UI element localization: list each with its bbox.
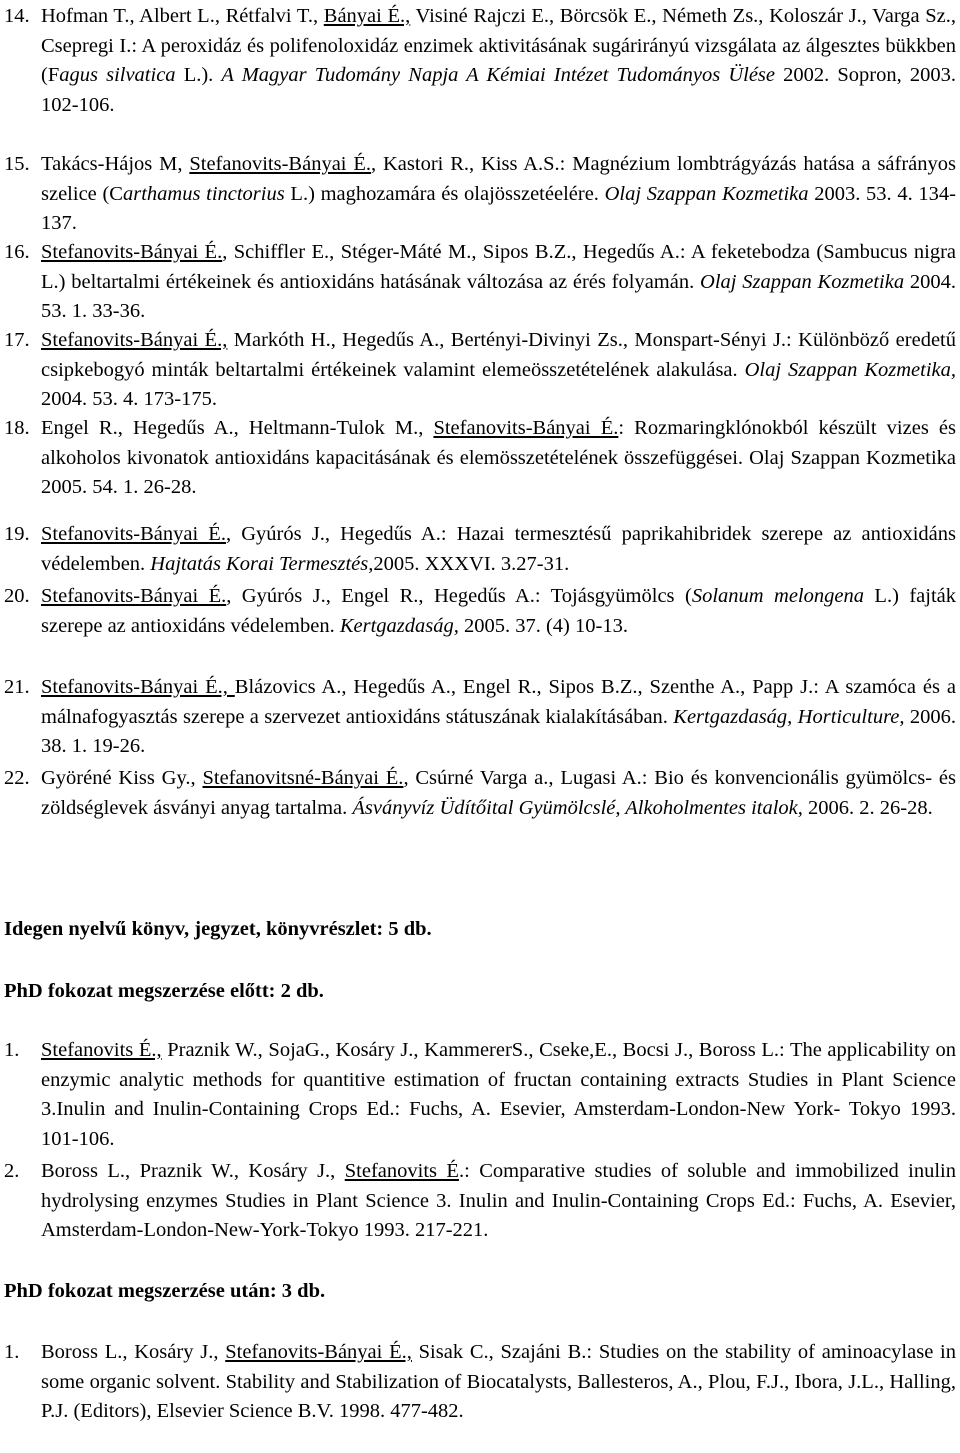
author-name-underlined: Stefanovits-Bányai É. bbox=[433, 417, 619, 439]
reference-text: , Kastori R., Kiss A.S.: Magnézium lombtrágyázás hatása a sáfrányos szelice (C bbox=[41, 153, 957, 205]
italic-text: arthamus tinctorius bbox=[122, 182, 285, 205]
reference-item bbox=[4, 673, 957, 762]
author-name-underlined: Stefanovits É bbox=[344, 1160, 459, 1182]
reference-number: 16. bbox=[4, 241, 30, 263]
reference-text: 2005. 37. (4) 10-13. bbox=[458, 614, 628, 637]
reference-number: 2. bbox=[4, 1160, 20, 1182]
reference-text: 2003. 53. 4. 134-137. bbox=[41, 182, 957, 234]
reference-text: Takács-Hájos M, bbox=[41, 153, 190, 175]
italic-text: Hajtatás Korai Termesztés, bbox=[150, 552, 374, 575]
reference-text: Boross L., Kosáry J., bbox=[41, 1341, 226, 1363]
italic-text: Kertgazdaság, bbox=[339, 614, 459, 637]
reference-item bbox=[4, 1036, 957, 1154]
reference-text: 2004. 53. 1. 33-36. bbox=[41, 270, 956, 322]
reference-text: .: Comparative studies of soluble and immobilized inulin hydrolysing enzymes Studies in Plant Science 3. Inulin and Inulin-Containing Crops Ed.: Fuchs, A. Esevier, Amsterdam-London-New-York-Tokyo 1993. 217-221. bbox=[41, 1160, 956, 1241]
italic-text: Solanum melongena bbox=[691, 585, 864, 607]
section-heading-foreign-books: Idegen nyelvű könyv, jegyzet, könyvrészlet: 5 db. bbox=[4, 918, 432, 940]
reference-number: 1. bbox=[4, 1039, 20, 1061]
reference-text: , Gyúrós J., Hegedűs A.: Hazai termesztésű paprikahibridek szerepe az antioxidáns védelemben. bbox=[41, 523, 957, 575]
reference-text: L.). bbox=[175, 64, 222, 86]
reference-text: Blázovics A., Hegedűs A., Engel R., Sipos B.Z., Szenthe A., Papp J.: A szamóca és a málnafogyasztás szerepe a szervezet antioxidáns státuszának kialakításában. bbox=[41, 676, 957, 728]
section-heading-before-phd: PhD fokozat megszerzése előtt: 2 db. bbox=[4, 980, 324, 1002]
reference-number: 22. bbox=[4, 767, 30, 789]
reference-item bbox=[4, 582, 957, 641]
reference-text: Hofman T., Albert L., Rétfalvi T., bbox=[41, 5, 324, 27]
reference-text: Engel R., Hegedűs A., Heltmann-Tulok M., bbox=[41, 417, 434, 439]
section-heading-after-phd: PhD fokozat megszerzése után: 3 db. bbox=[4, 1280, 326, 1302]
italic-text: Kertgazdaság, Horticulture, bbox=[673, 705, 905, 728]
author-name-underlined: Stefanovits-Bányai É. bbox=[41, 241, 223, 263]
reference-item bbox=[4, 520, 957, 579]
author-name-underlined: Stefanovits-Bányai É., bbox=[41, 676, 235, 698]
reference-text: 2005. XXXVI. 3.27-31. bbox=[373, 552, 570, 575]
author-name-underlined: Stefanovits-Bányai É. bbox=[189, 153, 372, 175]
reference-text: 2006. 38. 1. 19-26. bbox=[41, 705, 957, 757]
author-name-underlined: Stefanovits É., bbox=[41, 1039, 162, 1061]
reference-text: 2004. 53. 4. 173-175. bbox=[41, 388, 217, 410]
reference-text: Praznik W., SojaG., Kosáry J., KammererS., Cseke,E., Bocsi J., Boross L.: The applicability on enzymic analytic methods for quantitive estimation of fructan containing extracts Studies in Plant Science 3.Inulin and Inulin-Containing Crops Ed.: Fuchs, A. Esevier, Amsterdam-London-New York- Tokyo 1993. 101-106. bbox=[41, 1039, 957, 1150]
reference-number: 14. bbox=[4, 5, 30, 27]
reference-item bbox=[4, 2, 957, 120]
reference-number: 21. bbox=[4, 676, 30, 698]
reference-number: 17. bbox=[4, 329, 30, 351]
author-name-underlined: Stefanovits-Bányai É. bbox=[41, 523, 226, 545]
reference-text: Györéné Kiss Gy., bbox=[41, 767, 203, 789]
reference-text: , Csúrné Varga a., Lugasi A.: Bio és konvencionális gyümölcs- és zöldséglevek ásványi anyag tartalma. bbox=[41, 767, 956, 819]
reference-text: 2002. Sopron, 2003. 102-106. bbox=[41, 64, 957, 116]
reference-text: , Gyúrós J., Engel R., Hegedűs A.: Tojásgyümölcs ( bbox=[226, 585, 692, 607]
author-name-underlined: Stefanovits-Bányai É., bbox=[225, 1341, 412, 1363]
italic-text: Olaj Szappan Kozmetika bbox=[700, 270, 905, 293]
author-name-underlined: Stefanovits-Bányai É., bbox=[41, 329, 228, 351]
reference-number: 18. bbox=[4, 417, 30, 439]
reference-item bbox=[4, 414, 956, 503]
reference-item bbox=[4, 1338, 956, 1427]
reference-text: Sisak C., Szajáni B.: Studies on the stability of aminoacylase in some organic solvent. Stability and Stabilization of Biocatalysts, Ballesteros, A., Plou, F.J., Ibora, J.L., Halling, P.J. (Editors), Elsevier Science B.V. 1998. 477-482. bbox=[41, 1341, 956, 1422]
reference-text: L.) fajták szerepe az antioxidáns védelemben. bbox=[41, 585, 957, 637]
reference-item bbox=[4, 1157, 956, 1246]
italic-text: A Magyar Tudomány Napja A Kémiai Intézet Tudományos Ülése bbox=[221, 64, 776, 86]
reference-number: 1. bbox=[4, 1341, 20, 1363]
reference-item bbox=[4, 238, 957, 327]
author-name-underlined: Stefanovits-Bányai É. bbox=[41, 585, 227, 607]
reference-number: 15. bbox=[4, 153, 30, 175]
reference-item bbox=[4, 326, 957, 415]
reference-item bbox=[4, 764, 956, 823]
reference-text: Markóth H., Hegedűs A., Bertényi-Divinyi Zs., Monspart-Sényi J.: Különböző eredetű csipkebogyó minták beltartalmi értékeinek valamint elemeösszetételének alakulása. bbox=[41, 329, 957, 381]
italic-text: Ásványvíz Üdítőital Gyümölcslé, Alkoholmentes italok, bbox=[352, 796, 803, 819]
reference-text: 2006. 2. 26-28. bbox=[802, 796, 933, 819]
italic-text: Olaj Szappan Kozmetika bbox=[604, 182, 809, 205]
reference-text: Visiné Rajczi E., Börcsök E., Németh Zs., Koloszár J., Varga Sz., Csepregi I.: A peroxidáz és polifenoloxidáz enzimek aktivitásának sugárirányú vizsgálata az álgesztes bükkben (F bbox=[41, 5, 956, 86]
italic-text: Olaj Szappan Kozmetika, bbox=[744, 358, 957, 381]
author-name-underlined: Stefanovitsné-Bányai É. bbox=[202, 767, 404, 789]
reference-text: Boross L., Praznik W., Kosáry J., bbox=[41, 1160, 345, 1182]
reference-item bbox=[4, 150, 957, 239]
italic-text: agus silvatica bbox=[59, 64, 176, 86]
reference-text: : Rozmaringklónokból készült vizes és alkoholos kivonatok antioxidáns kapacitásának és elemösszetételének összefüggései. Olaj Szappan Kozmetika 2005. 54. 1. 26-28. bbox=[41, 417, 956, 498]
reference-number: 19. bbox=[4, 523, 30, 545]
author-name-underlined: Bányai É., bbox=[323, 5, 411, 27]
reference-text: , Schiffler E., Stéger-Máté M., Sipos B.Z., Hegedűs A.: A feketebodza (Sambucus nigra L.) beltartalmi értékeinek és antioxidáns hatásának változása az érés folyamán. bbox=[41, 241, 957, 293]
reference-text: L.) maghozamára és olajösszetéelére. bbox=[284, 182, 605, 205]
reference-number: 20. bbox=[4, 585, 30, 607]
